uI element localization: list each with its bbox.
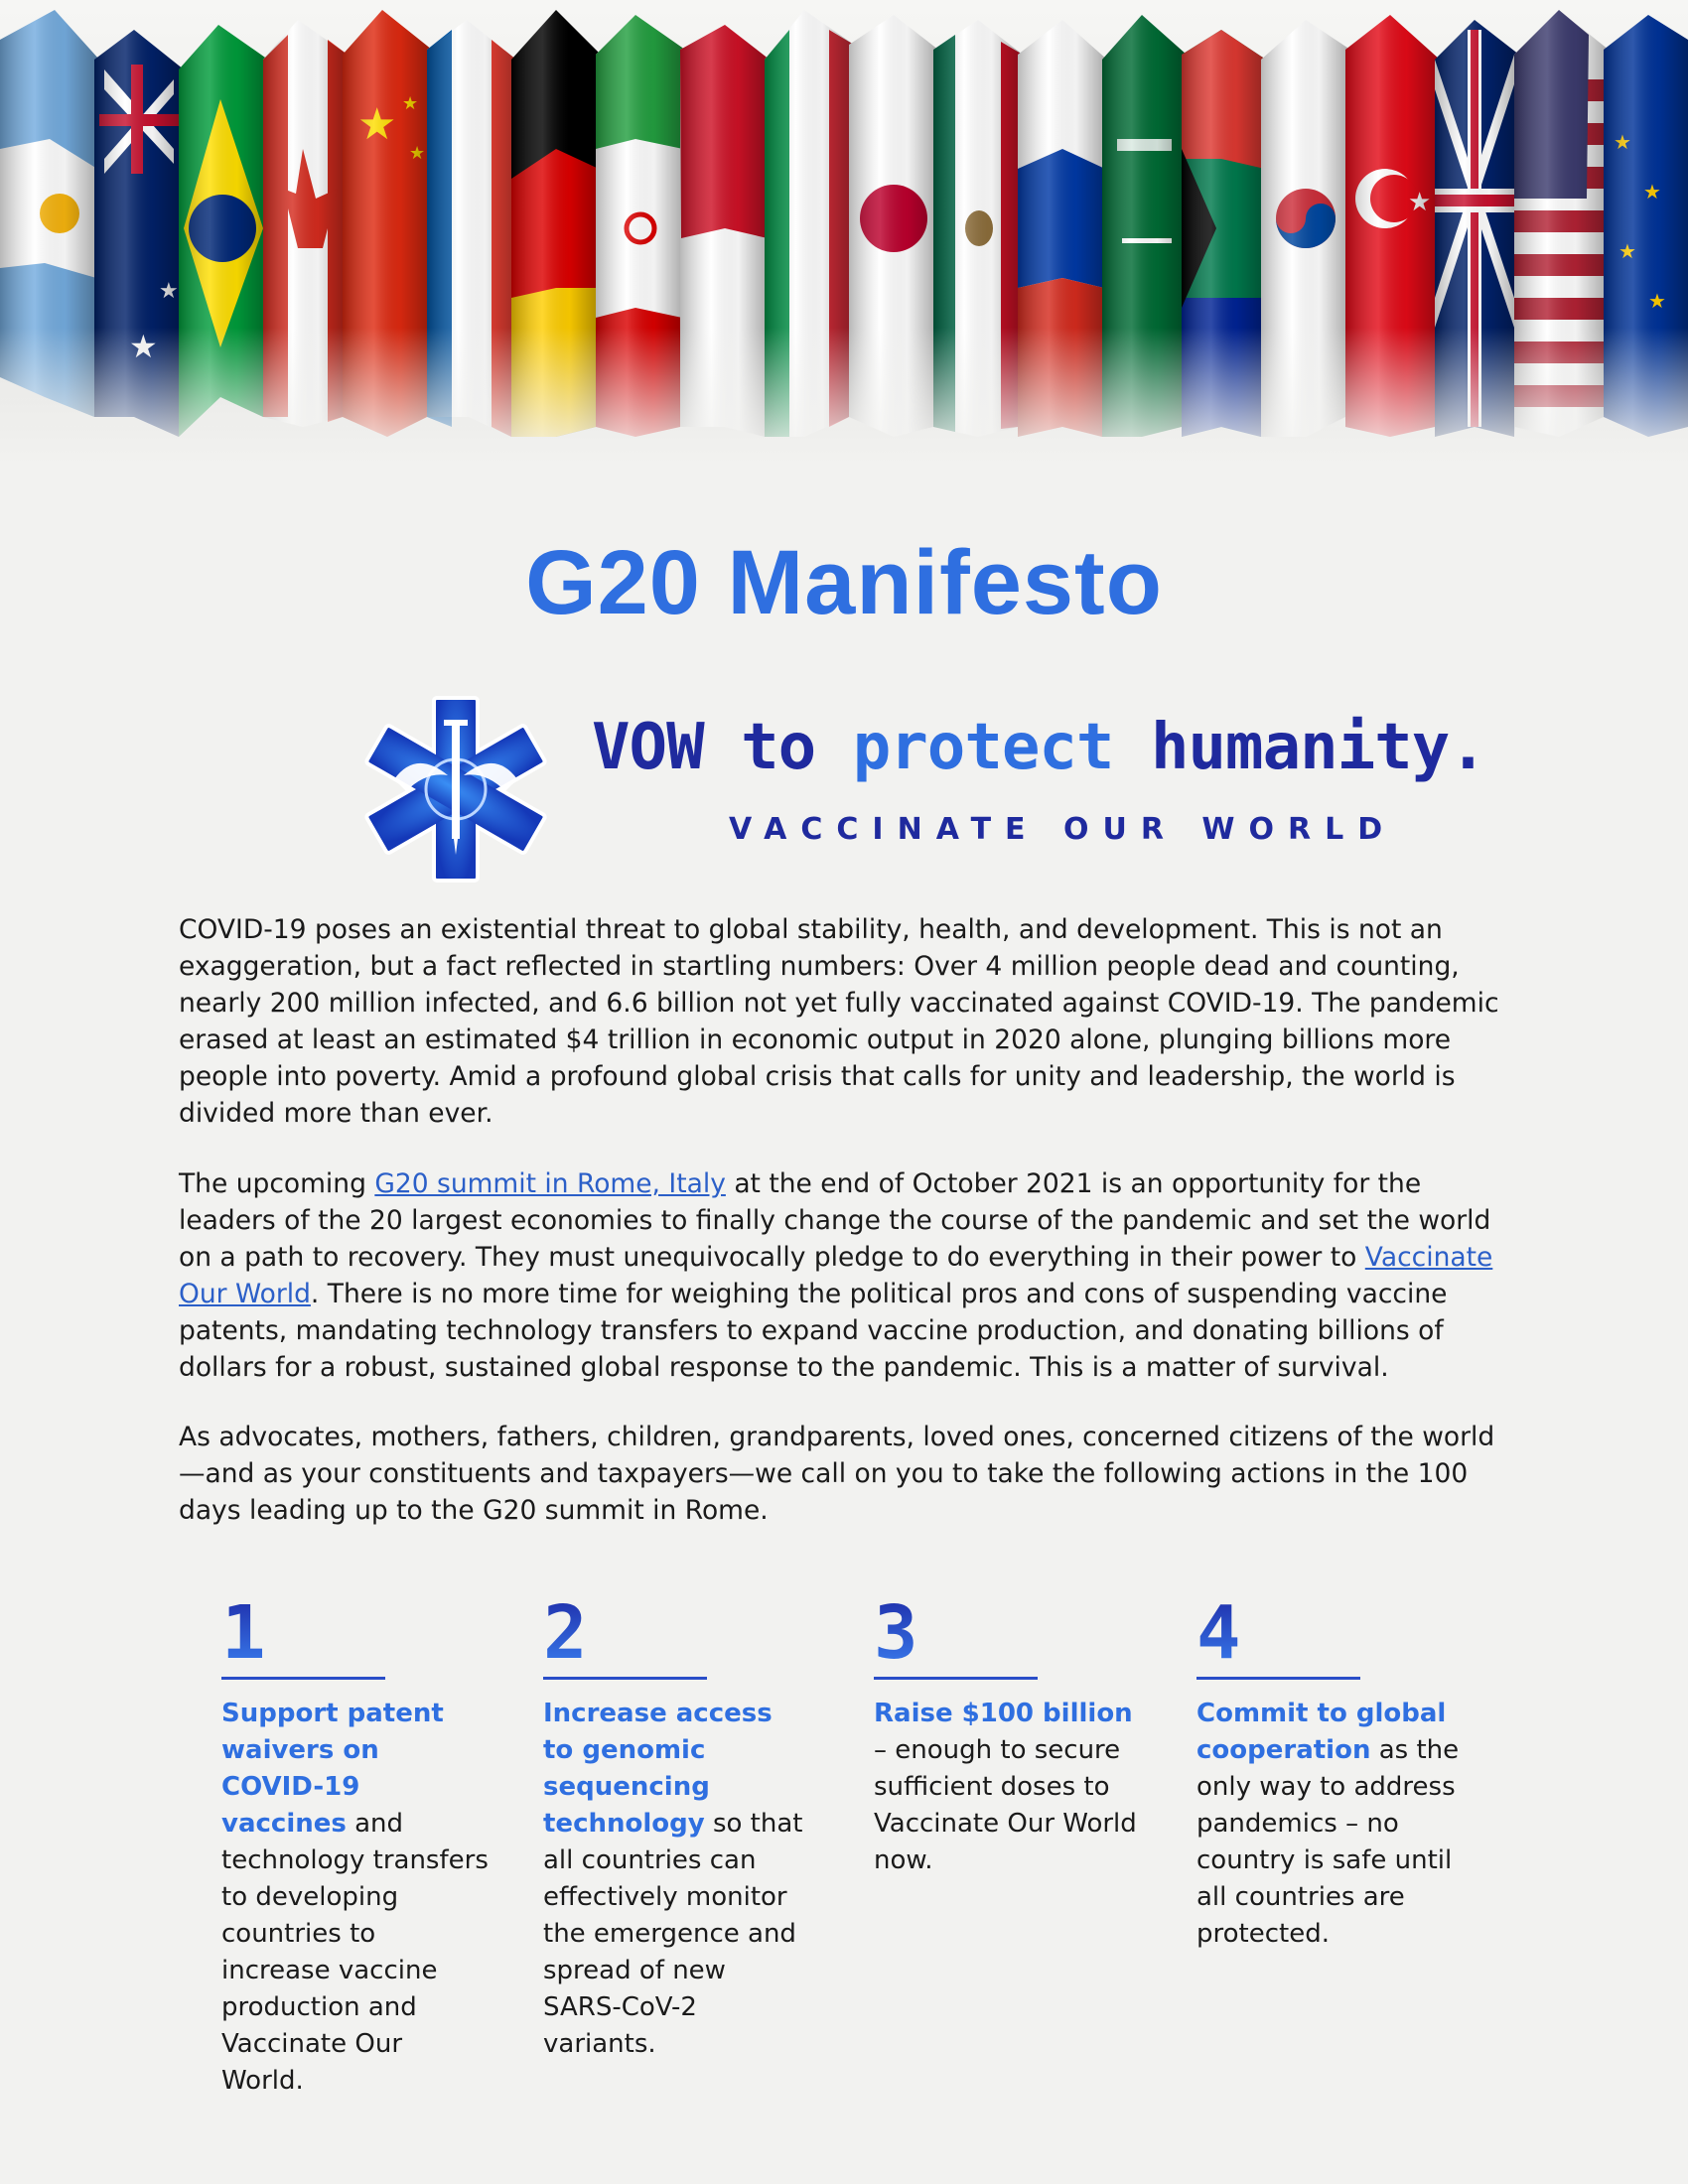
action-divider bbox=[1196, 1677, 1360, 1680]
action-item bbox=[221, 1590, 490, 2100]
action-number: 2 bbox=[543, 1593, 811, 1673]
action-item bbox=[874, 1590, 1142, 1879]
g20-summit-link[interactable]: G20 summit in Rome, Italy bbox=[374, 1168, 726, 1199]
action-text: Support patent waivers on COVID-19 vaccines and technology transfers to developing countries to increase vaccine production and Vaccinate Our World. bbox=[221, 1699, 489, 2096]
action-text: Commit to global cooperation as the only way to address pandemics – no country is safe until all countries are protected. bbox=[1196, 1699, 1460, 1949]
intro-paragraph: COVID-19 poses an existential threat to global stability, health, and development. This is not an exaggeration, but a fact reflected in startling numbers: Over 4 million people dead and counting, nearly 200 million infected, and 6.6 billion not yet fully vaccinated against COVID-19. The pandemic erased at least an estimated $4 trillion in economic output in 2020 alone, plunging billions more people into poverty. Amid a profound global crisis that calls for unity and leadership, the world is divided more than ever. bbox=[179, 914, 1499, 1129]
star-of-life-syringe-icon bbox=[361, 695, 550, 884]
action-number: 3 bbox=[874, 1593, 1142, 1673]
action-text: Increase access to genomic sequencing technology so that all countries can effectively monitor the emergence and spread of new SARS-CoV-2 variants. bbox=[543, 1699, 803, 2059]
action-number: 4 bbox=[1196, 1593, 1465, 1673]
action-divider bbox=[221, 1677, 385, 1680]
call-to-action-paragraph: As advocates, mothers, fathers, children, grandparents, loved ones, concerned citizens of the world—and as your constituents and taxpayers—we call on you to take the following actions in the 100 days leading up to the G20 summit in Rome. bbox=[179, 1422, 1495, 1526]
action-number: 1 bbox=[221, 1593, 490, 1673]
action-text: Raise $100 billion – enough to secure sufficient doses to Vaccinate Our World now. bbox=[874, 1699, 1137, 1875]
action-divider bbox=[543, 1677, 707, 1680]
logo-tagline: VOW to protect humanity. bbox=[592, 711, 1486, 784]
flag-banner bbox=[0, 0, 1688, 467]
page-title: G20 Manifesto bbox=[525, 532, 1163, 633]
action-item bbox=[1196, 1590, 1465, 1953]
action-item bbox=[543, 1590, 811, 2063]
vaccinate-our-world-logo bbox=[361, 695, 1486, 884]
vaccinate-our-world-link[interactable]: Vaccinate Our World bbox=[179, 1242, 1493, 1309]
logo-subtitle: VACCINATE OUR WORLD bbox=[729, 812, 1397, 847]
action-divider bbox=[874, 1677, 1038, 1680]
summit-paragraph: The upcoming G20 summit in Rome, Italy at the end of October 2021 is an opportunity for the leaders of the 20 largest economies to finally change the course of the pandemic and set the world on a path to recovery. They must unequivocally pledge to do everything in their power to Vaccinate Our World. There is no more time for weighing the political pros and cons of suspending vaccine patents, mandating technology transfers to expand vaccine production, and donating billions of dollars for a robust, sustained global response to the pandemic. This is a matter of survival. bbox=[179, 1168, 1493, 1383]
